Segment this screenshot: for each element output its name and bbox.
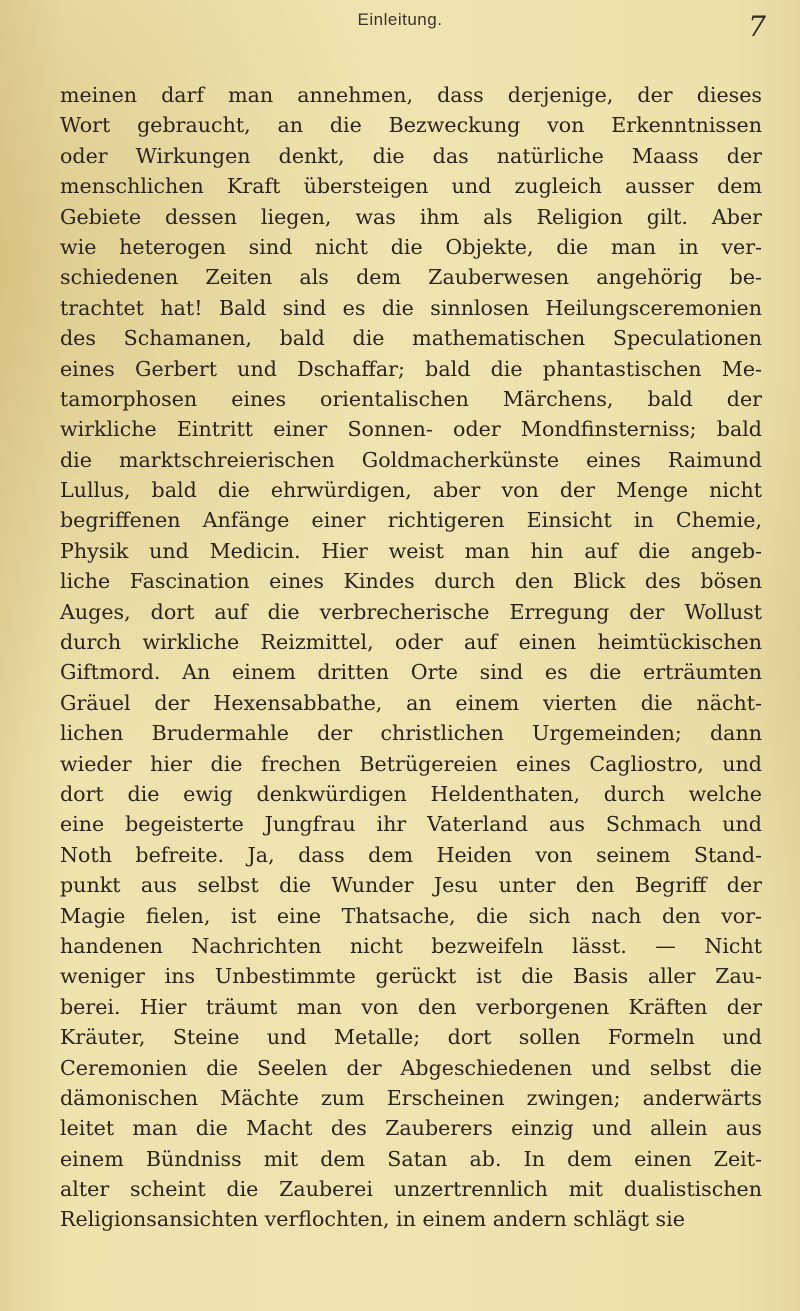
text-line: wieder hier die frechen Betrügereien eines Cagliostro, und xyxy=(60,751,762,776)
text-line: weniger ins Unbestimmte gerückt ist die Basis aller Zau- xyxy=(60,964,762,989)
running-head: Einleitung. xyxy=(357,10,443,29)
text-line: Gräuel der Hexensabbathe, an einem vierten die nächt- xyxy=(60,690,762,715)
text-line: oder Wirkungen denkt, die das natürliche Maass der xyxy=(60,143,762,168)
text-line: begriffenen Anfänge einer richtigeren Einsicht in Chemie, xyxy=(60,508,762,533)
text-line: eines Gerbert und Dschaffar; bald die phantastischen Me- xyxy=(60,356,762,381)
body-text xyxy=(60,80,762,1235)
text-line: des Schamanen, bald die mathematischen Speculationen xyxy=(60,326,762,351)
text-line: Kräuter, Steine und Metalle; dort sollen Formeln und xyxy=(60,1025,762,1050)
text-line: einem Bündniss mit dem Satan ab. In dem einen Zeit- xyxy=(60,1146,762,1171)
text-line: tamorphosen eines orientalischen Märchens, bald der xyxy=(60,386,762,411)
text-line: liche Fascination eines Kindes durch den Blick des bösen xyxy=(60,569,762,594)
text-line: dort die ewig denkwürdigen Heldenthaten, durch welche xyxy=(60,781,762,806)
text-line: berei. Hier träumt man von den verborgenen Kräften der xyxy=(60,994,762,1019)
text-line: durch wirkliche Reizmittel, oder auf einen heimtückischen xyxy=(60,630,762,655)
text-line: Religionsansichten verflochten, in einem andern schlägt sie xyxy=(60,1207,685,1232)
text-line: meinen darf man annehmen, dass derjenige, der dieses xyxy=(60,83,762,107)
text-line: wirkliche Eintritt einer Sonnen- oder Mondfinsterniss; bald xyxy=(60,417,762,442)
text-line: handenen Nachrichten nicht bezweifeln lässt. — Nicht xyxy=(60,933,762,958)
text-line: Ceremonien die Seelen der Abgeschiedenen und selbst die xyxy=(60,1055,762,1080)
text-line: leitet man die Macht des Zauberers einzig und allein aus xyxy=(60,1116,762,1141)
text-line: punkt aus selbst die Wunder Jesu unter den Begriff der xyxy=(60,873,762,898)
text-line: alter scheint die Zauberei unzertrennlich mit dualistischen xyxy=(60,1177,762,1202)
page-number: 7 xyxy=(748,10,766,43)
text-line: Noth befreite. Ja, dass dem Heiden von seinem Stand- xyxy=(60,842,762,867)
text-line: Wort gebraucht, an die Bezweckung von Erkenntnissen xyxy=(60,113,762,138)
text-line: die marktschreierischen Goldmacherkünste eines Raimund xyxy=(60,447,762,472)
text-line: Auges, dort auf die verbrecherische Erregung der Wollust xyxy=(60,599,762,624)
text-line: dämonischen Mächte zum Erscheinen zwingen; anderwärts xyxy=(60,1085,762,1110)
text-line: menschlichen Kraft übersteigen und zugleich ausser dem xyxy=(60,174,762,199)
text-line: Lullus, bald die ehrwürdigen, aber von der Menge nicht xyxy=(60,478,762,503)
text-line: wie heterogen sind nicht die Objekte, die man in ver- xyxy=(60,234,762,259)
text-line: schiedenen Zeiten als dem Zauberwesen angehörig be- xyxy=(60,265,762,290)
text-line: Giftmord. An einem dritten Orte sind es die erträumten xyxy=(60,660,762,685)
text-line: Physik und Medicin. Hier weist man hin auf die angeb- xyxy=(60,538,762,563)
text-line: Gebiete dessen liegen, was ihm als Religion gilt. Aber xyxy=(60,204,762,229)
text-line: trachtet hat! Bald sind es die sinnlosen Heilungsceremonien xyxy=(60,295,762,320)
text-line: Magie fielen, ist eine Thatsache, die sich nach den vor- xyxy=(60,903,762,928)
text-line: eine begeisterte Jungfrau ihr Vaterland aus Schmach und xyxy=(60,812,762,837)
text-line: lichen Brudermahle der christlichen Urgemeinden; dann xyxy=(60,721,762,746)
